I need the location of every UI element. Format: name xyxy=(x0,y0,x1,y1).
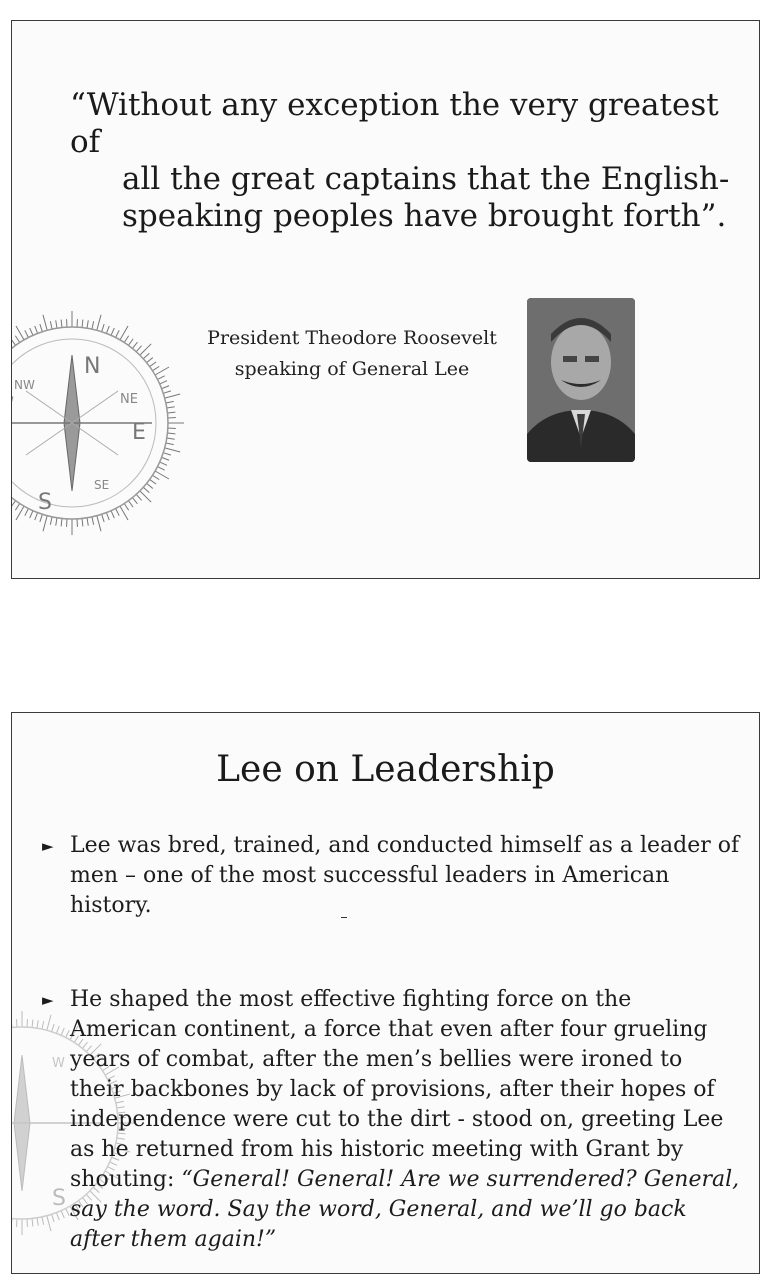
compass-letter-n: N xyxy=(84,354,101,379)
bullet-text: Lee was bred, trained, and conducted himself as a leader of men – one of the most successful leaders in American history. xyxy=(70,833,740,918)
roosevelt-quote xyxy=(70,87,750,235)
slide-roosevelt-quote xyxy=(0,20,760,579)
bullet-item xyxy=(42,985,742,1255)
compass-letter-e: E xyxy=(132,420,146,445)
bullet-item xyxy=(42,831,742,921)
bullet-text: He shaped the most effective fighting force on the American continent, a force that even after four grueling years of combat, after the men’s bellies were ironed to their backbones by lack of provisions, after their hopes of independence were cut to the dirt - stood on, greeting Lee as he returned from his historic meeting with Grant by shouting: xyxy=(70,987,724,1192)
attribution-name: President Theodore Roosevelt xyxy=(207,327,497,349)
slide-lee-on-leadership xyxy=(11,712,760,1274)
compass-letter-nw: NW xyxy=(14,378,35,392)
quote-attribution xyxy=(192,323,512,385)
bullet-arrow-icon: ► xyxy=(42,837,54,855)
slide-title: Lee on Leadership xyxy=(216,749,555,790)
compass-rose-icon xyxy=(0,303,192,543)
compass-letter-s: S xyxy=(38,490,52,515)
compass-letter-w: W xyxy=(0,395,14,411)
quote-line-1: “Without any exception the very greatest of xyxy=(70,87,719,160)
bullet-arrow-icon: ► xyxy=(42,991,54,1009)
roosevelt-portrait xyxy=(527,298,635,462)
attribution-context: speaking of General Lee xyxy=(234,358,470,380)
quote-line-2: all the great captains that the English- xyxy=(122,161,730,197)
compass-letter-w: W xyxy=(52,1056,65,1071)
compass-letter-se: SE xyxy=(94,478,110,492)
soldiers-quote: “General! General! Are we surrendered? General, say the word. Say the word, General, and we’ll go back after them again!” xyxy=(70,1167,740,1252)
quote-line-3: speaking peoples have brought forth”. xyxy=(122,198,727,234)
compass-letter-s: S xyxy=(52,1186,66,1211)
bullet-list xyxy=(42,831,742,1255)
compass-letter-ne: NE xyxy=(120,392,138,407)
